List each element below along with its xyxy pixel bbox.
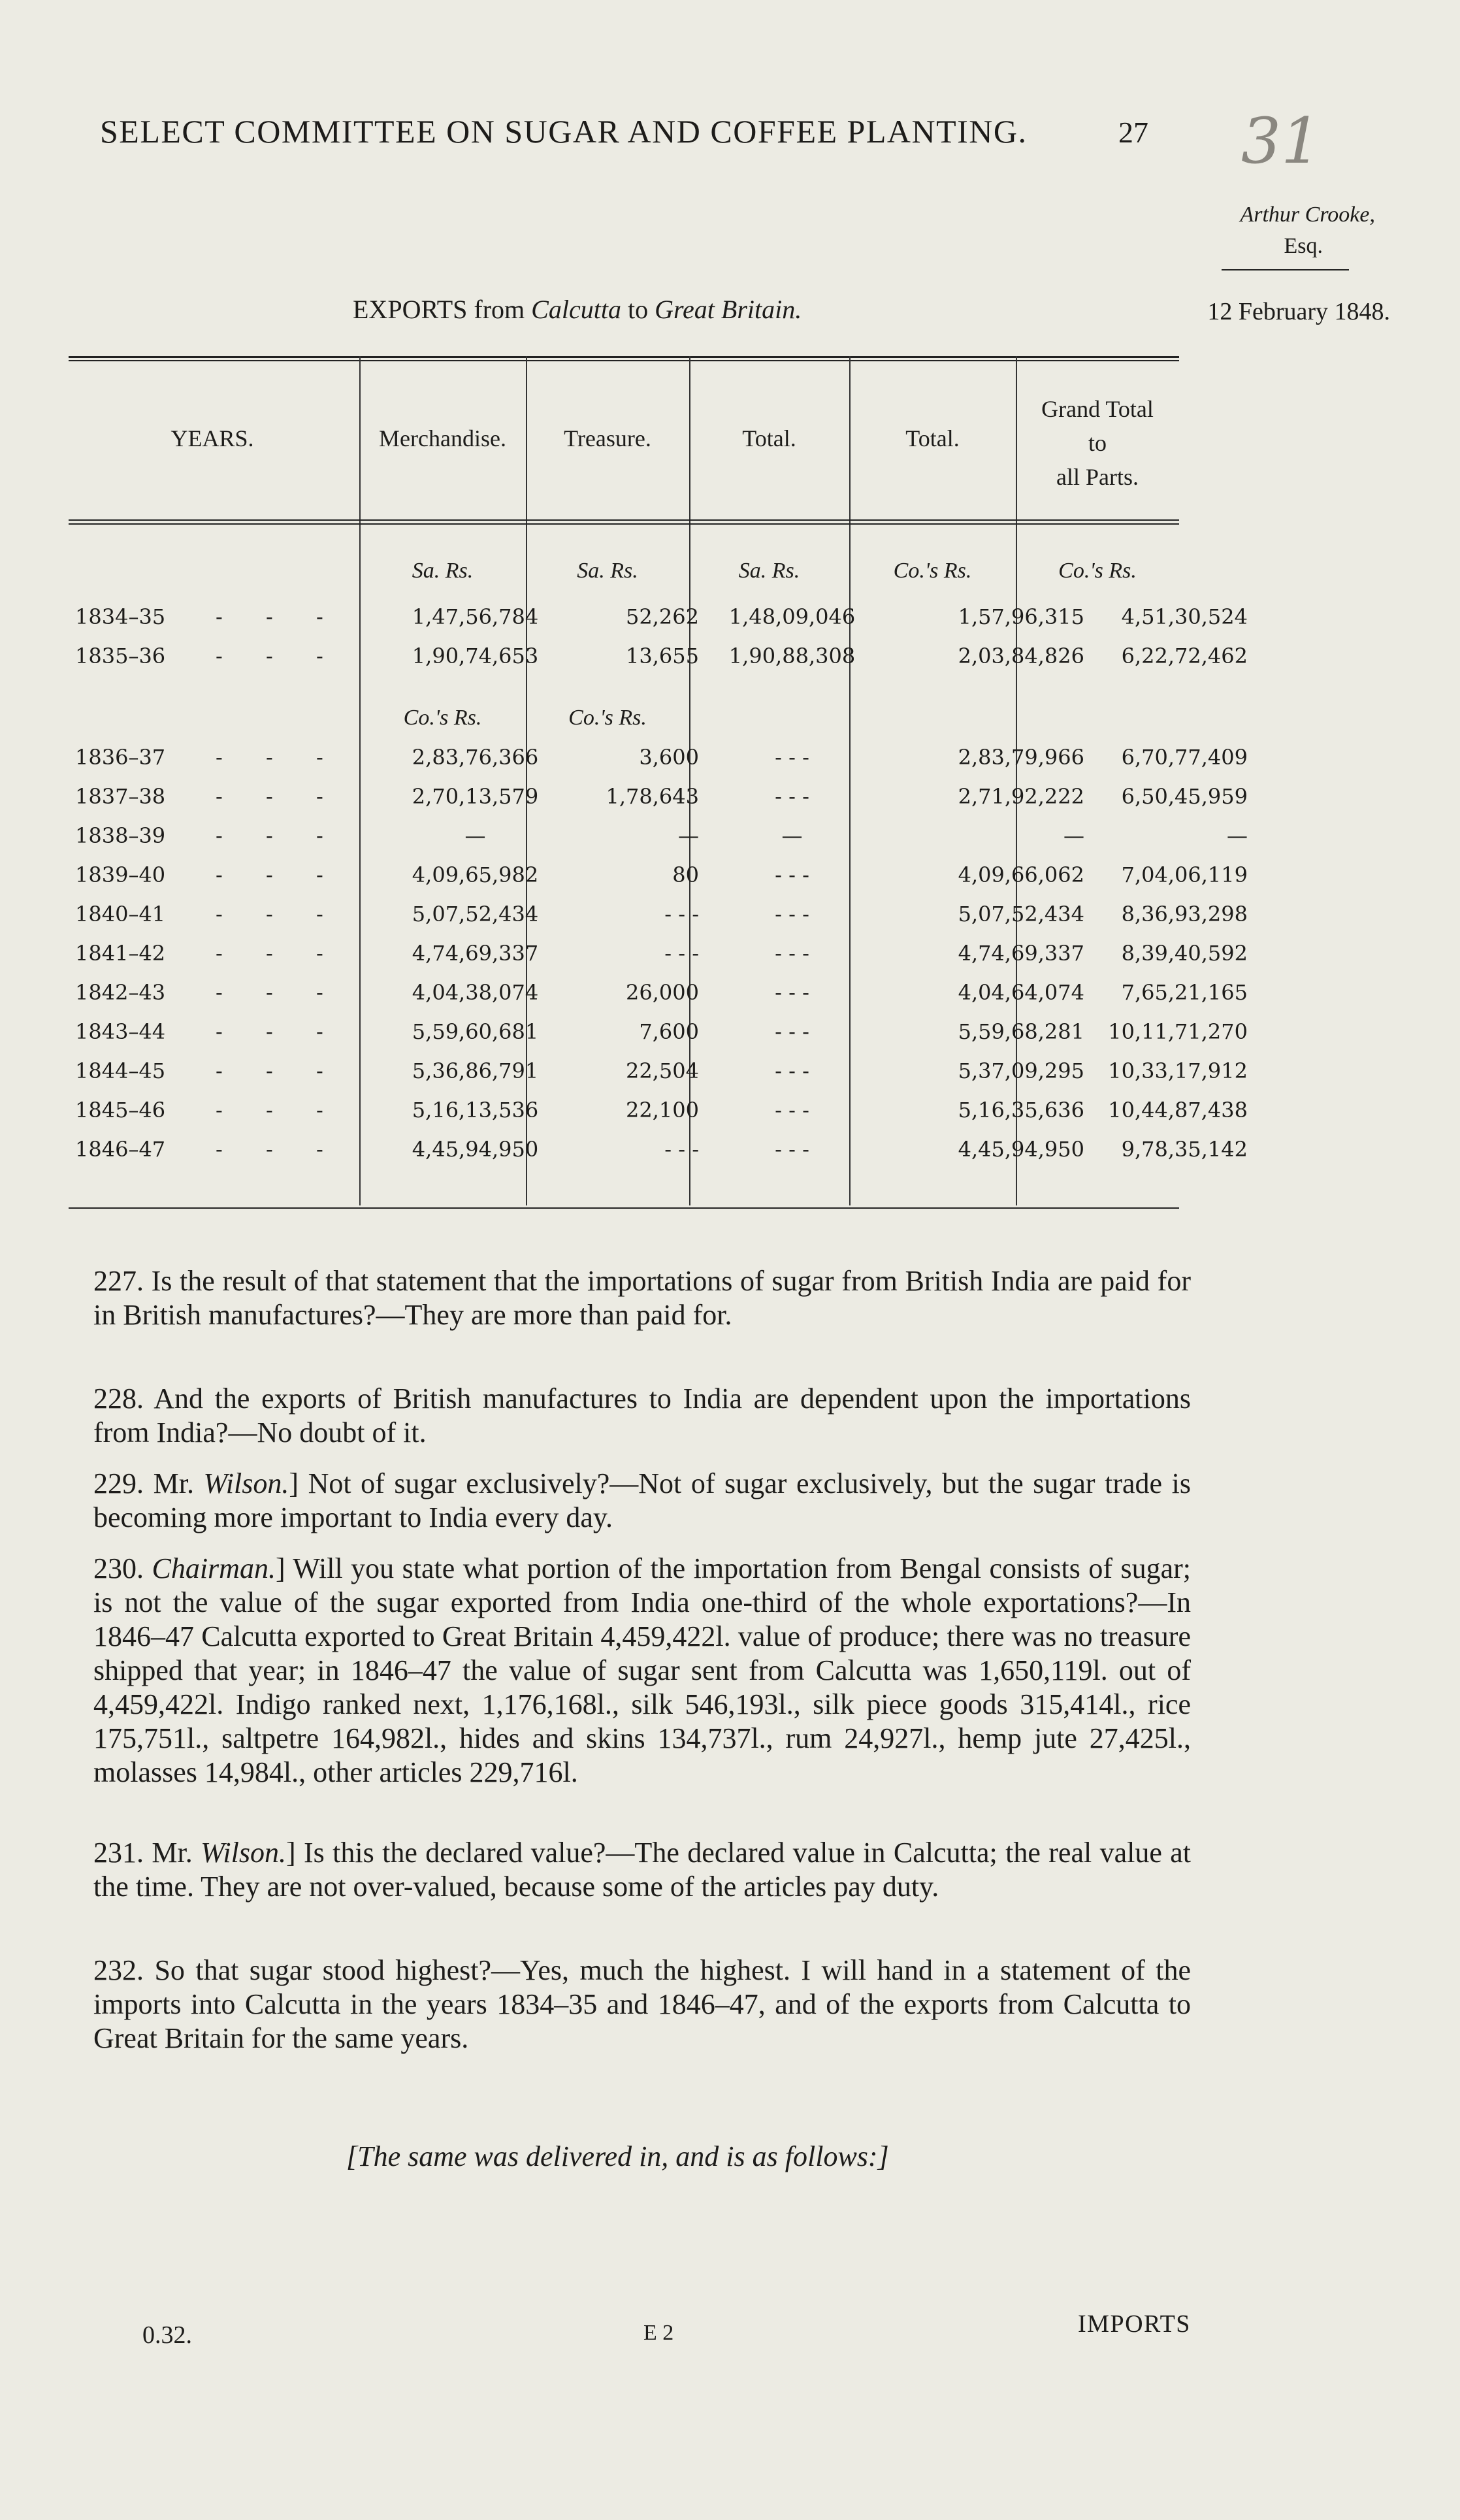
- cell-total-cos: 2,83,79,966: [958, 745, 1084, 770]
- unit-label: Co.'s Rs.: [403, 706, 482, 730]
- cell-total-sa: - - -: [775, 862, 809, 887]
- cell-total-sa: —: [781, 823, 803, 848]
- speaker-name: Chairman.: [152, 1552, 276, 1584]
- cell-total-sa: 1,90,88,308: [728, 644, 856, 668]
- paragraph-230: [93, 1552, 1191, 1790]
- table-title-place2: Great Britain.: [655, 295, 802, 324]
- cell-treasure: —: [678, 823, 699, 848]
- cell-total-cos: 4,04,64,074: [958, 980, 1084, 1005]
- cell-total-sa: 1,48,09,046: [728, 604, 856, 629]
- header-rule: [69, 519, 1179, 521]
- running-head-title: SELECT COMMITTEE ON SUGAR AND COFFEE PLANTING.: [100, 113, 1028, 150]
- header-total: Total.: [905, 425, 960, 451]
- unit-label: Co.'s Rs.: [1058, 559, 1137, 583]
- cell-grand-total: 10,44,87,438: [1108, 1098, 1248, 1122]
- cell-merchandise: 5,59,60,681: [412, 1019, 539, 1044]
- row-year: 1842–43: [75, 980, 166, 1005]
- header-grand-total: [1016, 392, 1179, 494]
- cell-grand-total: 7,04,06,119: [1121, 862, 1248, 887]
- cell-merchandise: 1,47,56,784: [412, 604, 539, 629]
- cell-grand-total: 4,51,30,524: [1121, 604, 1248, 629]
- footer-signature-mark: E 2: [643, 2321, 674, 2345]
- evidence-date: 12 February 1848.: [1207, 298, 1390, 325]
- cell-total-sa: - - -: [775, 745, 809, 770]
- cell-treasure: 3,600: [639, 745, 699, 770]
- cell-treasure: 52,262: [626, 604, 699, 629]
- paragraph-number: 230.: [93, 1552, 144, 1584]
- cell-grand-total: 8,39,40,592: [1121, 941, 1248, 966]
- row-leader-dots: - - -: [216, 1058, 342, 1083]
- cell-total-cos: 1,57,96,315: [958, 604, 1084, 629]
- row-year: 1841–42: [75, 941, 166, 966]
- cell-grand-total: —: [1227, 823, 1248, 848]
- cell-total-sa: - - -: [775, 902, 809, 926]
- row-year: 1834–35: [75, 604, 166, 629]
- header-grand-total-line: to: [1088, 430, 1107, 456]
- sidebar-divider: [1222, 269, 1349, 270]
- cell-treasure: 80: [672, 862, 699, 887]
- row-year: 1839–40: [75, 862, 166, 887]
- cell-merchandise: 1,90,74,653: [412, 644, 539, 668]
- paragraph-229: [93, 1467, 1191, 1535]
- cell-merchandise: 4,04,38,074: [412, 980, 539, 1005]
- header-grand-total-line: all Parts.: [1056, 464, 1139, 490]
- paragraph-text: ] Will you state what portion of the importation from Bengal consists of sugar; is not the value of the sugar exported from India one-third of the whole exportations?—In 1846–47 Calcutta exported to Great Britain 4,459,422l. value of produce; there was no treasure shipped that year; in 1846–47 the value of sugar sent from Calcutta was 1,650,119l. out of 4,459,422l. Indigo ranked next, 1,176,168l., silk 546,193l., silk piece goods 315,414l., rice 175,751l., saltpetre 164,982l., hides and skins 134,737l., rum 24,927l., hemp jute 27,425l., molasses 14,984l., other articles 229,716l.: [93, 1552, 1191, 1788]
- cell-total-cos: 5,37,09,295: [958, 1058, 1084, 1083]
- row-year: 1835–36: [75, 644, 166, 668]
- exports-table: [69, 356, 1248, 1212]
- header-merchandise: Merchandise.: [379, 425, 506, 451]
- row-year: 1837–38: [75, 784, 166, 809]
- row-leader-dots: - - -: [216, 1137, 342, 1162]
- footer-sheet-ref: 0.32.: [142, 2321, 192, 2349]
- cell-treasure: 22,100: [626, 1098, 699, 1122]
- header-treasure: Treasure.: [564, 425, 651, 451]
- paragraph-227: 227. Is the result of that statement that the importations of sugar from British India are paid for in British manufactures?—They are more than paid for.: [93, 1265, 1191, 1331]
- row-year: 1845–46: [75, 1098, 166, 1122]
- row-year: 1836–37: [75, 745, 166, 770]
- table-title-place1: Calcutta: [531, 295, 621, 324]
- header-years: YEARS.: [170, 425, 254, 451]
- table-title: [353, 294, 802, 325]
- paragraph-232: 232. So that sugar stood highest?—Yes, much the highest. I will hand in a statement of the imports into Calcutta in the years 1834–35 and 1846–47, and of the exports from Calcutta to Great Britain for the same years.: [93, 1954, 1191, 2054]
- table-top-rule-inner: [69, 360, 1179, 361]
- row-leader-dots: - - -: [216, 1098, 342, 1122]
- speaker-name: Wilson.: [203, 1467, 289, 1499]
- cell-grand-total: 9,78,35,142: [1121, 1137, 1248, 1162]
- cell-total-cos: 4,74,69,337: [958, 941, 1084, 966]
- cell-treasure: - - -: [664, 941, 699, 966]
- paragraph-number: 229. Mr.: [93, 1467, 194, 1499]
- cell-grand-total: 7,65,21,165: [1121, 980, 1248, 1005]
- row-leader-dots: - - -: [216, 941, 342, 966]
- paragraph-228: 228. And the exports of British manufactures to India are dependent upon the importations from India?—No doubt of it.: [93, 1383, 1191, 1448]
- table-top-rule: [69, 356, 1179, 358]
- row-year: 1840–41: [75, 902, 166, 926]
- header-grand-total-line: Grand Total: [1041, 396, 1154, 422]
- cell-merchandise: 2,70,13,579: [412, 784, 539, 809]
- row-year: 1838–39: [75, 823, 166, 848]
- cell-merchandise: 5,07,52,434: [412, 902, 539, 926]
- cell-total-sa: - - -: [775, 1019, 809, 1044]
- cell-treasure: - - -: [664, 1137, 699, 1162]
- speaker-name: Wilson.: [201, 1837, 286, 1869]
- cell-merchandise: 4,74,69,337: [412, 941, 539, 966]
- table-title-mid: to: [627, 295, 649, 324]
- row-year: 1846–47: [75, 1137, 166, 1162]
- witness-name: Arthur Crooke,: [1240, 203, 1375, 227]
- cell-merchandise: 5,16,13,536: [412, 1098, 539, 1122]
- cell-total-sa: - - -: [775, 1058, 809, 1083]
- cell-treasure: 7,600: [639, 1019, 699, 1044]
- footer-catchword: IMPORTS: [1078, 2310, 1191, 2338]
- cell-total-cos: 2,03,84,826: [958, 644, 1084, 668]
- unit-label: Sa. Rs.: [412, 559, 474, 583]
- cell-grand-total: 10,11,71,270: [1108, 1019, 1248, 1044]
- paragraph-231: [93, 1836, 1191, 1904]
- cell-treasure: - - -: [664, 902, 699, 926]
- paragraph-text: ] Is this the declared value?—The declared value in Calcutta; the real value at the time. They are not over-valued, because some of the articles pay duty.: [93, 1837, 1192, 1903]
- row-leader-dots: - - -: [216, 644, 342, 668]
- cell-merchandise: 2,83,76,366: [412, 745, 539, 770]
- witness-title: Esq.: [1284, 234, 1323, 258]
- row-leader-dots: - - -: [216, 745, 342, 770]
- cell-merchandise: 4,45,94,950: [412, 1137, 539, 1162]
- cell-total-cos: 4,09,66,062: [958, 862, 1084, 887]
- table-title-prefix: EXPORTS from: [353, 295, 525, 324]
- cell-grand-total: 6,70,77,409: [1121, 745, 1248, 770]
- cell-total-cos: 5,07,52,434: [958, 902, 1084, 926]
- row-leader-dots: - - -: [216, 1019, 342, 1044]
- cell-total-cos: 5,16,35,636: [958, 1098, 1084, 1122]
- cell-total-sa: - - -: [775, 1098, 809, 1122]
- cell-treasure: 1,78,643: [606, 784, 699, 809]
- cell-total-cos: —: [1063, 823, 1084, 848]
- row-year: 1843–44: [75, 1019, 166, 1044]
- cell-treasure: 13,655: [626, 644, 699, 668]
- header-rule-inner: [69, 523, 1179, 525]
- row-leader-dots: - - -: [216, 980, 342, 1005]
- header-total: Total.: [742, 425, 796, 451]
- cell-total-sa: - - -: [775, 941, 809, 966]
- cell-grand-total: 6,50,45,959: [1121, 784, 1248, 809]
- paragraph-number: 231. Mr.: [93, 1837, 193, 1869]
- table-bottom-rule: [69, 1207, 1179, 1209]
- unit-label: Sa. Rs.: [738, 559, 800, 583]
- cell-total-cos: 5,59,68,281: [958, 1019, 1084, 1044]
- row-leader-dots: - - -: [216, 862, 342, 887]
- manuscript-folio-number: 31: [1241, 105, 1322, 178]
- row-leader-dots: - - -: [216, 823, 342, 848]
- unit-label: Co.'s Rs.: [893, 559, 972, 583]
- closing-note: [The same was delivered in, and is as follows:]: [346, 2140, 889, 2172]
- row-year: 1844–45: [75, 1058, 166, 1083]
- cell-merchandise: —: [464, 823, 486, 848]
- cell-total-cos: 4,45,94,950: [958, 1137, 1084, 1162]
- paragraph-text: ] Not of sugar exclusively?—Not of sugar exclusively, but the sugar trade is becoming more important to India every day.: [93, 1467, 1192, 1533]
- cell-total-sa: - - -: [775, 784, 809, 809]
- cell-grand-total: 6,22,72,462: [1121, 644, 1248, 668]
- cell-total-sa: - - -: [775, 1137, 809, 1162]
- cell-total-cos: 2,71,92,222: [958, 784, 1084, 809]
- cell-treasure: 26,000: [626, 980, 699, 1005]
- unit-label: Sa. Rs.: [577, 559, 638, 583]
- row-leader-dots: - - -: [216, 784, 342, 809]
- cell-treasure: 22,504: [626, 1058, 699, 1083]
- cell-total-sa: - - -: [775, 980, 809, 1005]
- cell-merchandise: 5,36,86,791: [412, 1058, 539, 1083]
- row-leader-dots: - - -: [216, 604, 342, 629]
- unit-label: Co.'s Rs.: [568, 706, 647, 730]
- cell-grand-total: 10,33,17,912: [1108, 1058, 1248, 1083]
- row-leader-dots: - - -: [216, 902, 342, 926]
- page-number: 27: [1118, 116, 1148, 149]
- cell-grand-total: 8,36,93,298: [1121, 902, 1248, 926]
- cell-merchandise: 4,09,65,982: [412, 862, 539, 887]
